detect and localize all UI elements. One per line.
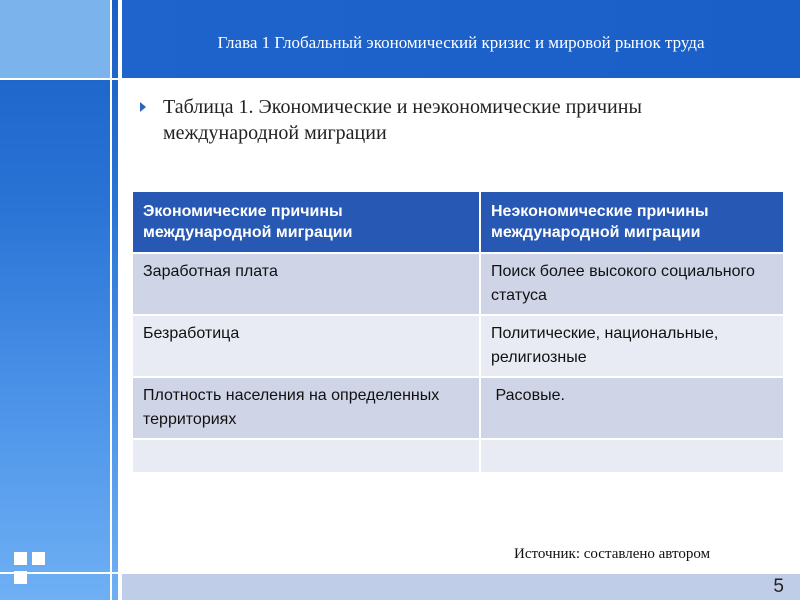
table-header-row [132, 191, 784, 253]
square-shape [14, 552, 27, 565]
table-cell: Плотность населения на определенных территориях [132, 377, 480, 439]
page-number: 5 [773, 576, 784, 597]
table-cell: Поиск более высокого социального статуса [480, 253, 784, 315]
left-top-box [0, 0, 112, 78]
footer-bar [122, 574, 800, 600]
left-divider-line [118, 0, 120, 600]
bullet-item [140, 94, 760, 146]
table-row [132, 253, 784, 315]
column-header: Экономические причины международной миграции [132, 191, 480, 253]
column-header: Неэкономические причины международной миграции [480, 191, 784, 253]
slide-title: Глава 1 Глобальный экономический кризис и мировой рынок труда [217, 33, 705, 52]
source-note: Источник: составлено автором [514, 546, 711, 562]
table-cell [480, 439, 784, 473]
left-decor-panel [0, 0, 120, 600]
table-caption: Таблица 1. Экономические и неэкономические причины международной миграции [163, 96, 642, 144]
table-cell: Расовые. [480, 377, 784, 439]
data-table [131, 190, 785, 474]
left-divider-line [110, 0, 112, 600]
table-cell: Безработица [132, 315, 480, 377]
table-cell: Политические, национальные, религиозные [480, 315, 784, 377]
square-shape [14, 571, 27, 584]
header-divider [0, 78, 800, 80]
table-cell: Заработная плата [132, 253, 480, 315]
table-row [132, 439, 784, 473]
bullet-arrow-icon [140, 102, 146, 112]
square-shape [32, 552, 45, 565]
table-cell [132, 439, 480, 473]
table-row [132, 315, 784, 377]
table-row [132, 377, 784, 439]
